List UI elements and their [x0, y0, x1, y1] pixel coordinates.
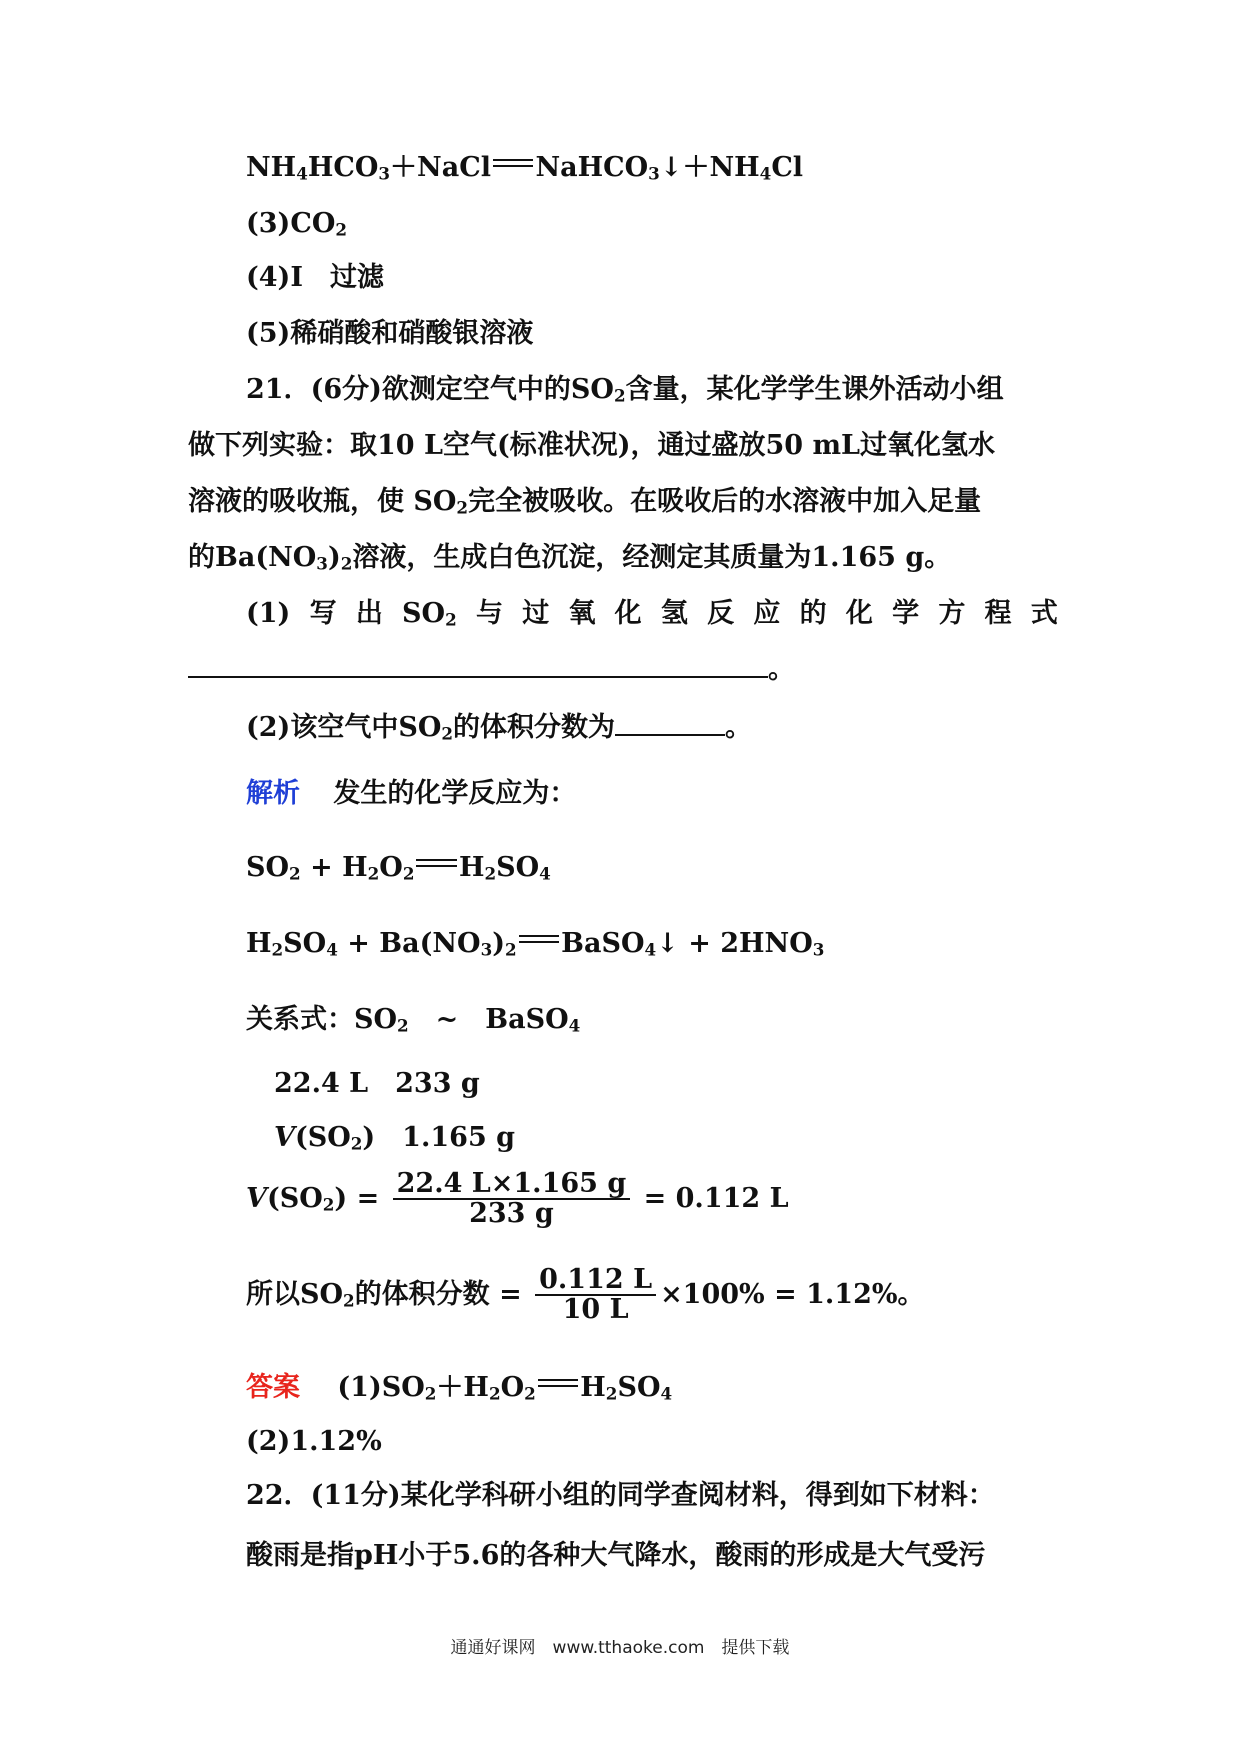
answer-blank-line — [188, 675, 768, 678]
analysis-intro: 发生的化学反应为： — [333, 778, 577, 809]
relation-row-1: 22.4 L 233 g — [274, 1068, 480, 1099]
question-21-part-1: (1) 写 出 $SO_2$ 与 过 氧 化 氢 反 应 的 化 学 方 程 式 — [246, 598, 1058, 630]
answer-part-5: (5)稀硝酸和硝酸银溶液 — [246, 318, 534, 349]
question-21-line-1: 21．(6分)欲测定空气中的$SO_2$含量，某化学学生课外活动小组 — [246, 374, 1004, 406]
percent-calc-prefix: 所以$SO_2$的体积分数 = — [246, 1278, 522, 1311]
question-22-line-2: 酸雨是指pH小于5.6的各种大气降水，酸雨的形成是大气受污 — [246, 1540, 986, 1571]
question-21-line-2: 做下列实验：取10 L空气(标准状况)，通过盛放50 mL过氧化氢水 — [188, 430, 996, 461]
answer-heading — [246, 1372, 672, 1404]
volume-fraction-denominator: 233 g — [469, 1198, 554, 1230]
answer-1: $(1)SO_2+H_2O_2$ $H_2SO_4$ — [337, 1372, 673, 1404]
answer-blank-row — [188, 654, 795, 686]
calc-volume-symbol: V — [246, 1182, 267, 1214]
analysis-label: 解析 — [246, 778, 300, 809]
relation-line: 关系式：$SO_2$ ~ BaSO$_4$ — [246, 1004, 581, 1036]
question-21-line-4: 的$Ba(NO_3)_2$溶液，生成白色沉淀，经测定其质量为1.165 g。 — [188, 542, 952, 574]
question-21-part-2 — [246, 712, 752, 744]
percent-calc-suffix: ×100% = 1.12%。 — [660, 1278, 925, 1310]
calc-rhs: = 0.112 L — [643, 1182, 789, 1214]
page-footer: 通通好课网 www.tthaoke.com 提供下载 — [450, 1638, 790, 1658]
percent-fraction-numerator: 0.112 L — [535, 1266, 656, 1296]
calc-lhs: $(SO_2)$ = — [266, 1182, 380, 1215]
answer-part-3: $(3)CO_2$ — [246, 208, 348, 240]
relation-row-2-values: $(SO_2)$ 1.165 g — [294, 1122, 516, 1154]
volume-fraction-numerator: 22.4 L×1.165 g — [393, 1170, 631, 1200]
analysis-heading — [246, 778, 576, 810]
percent-fraction — [535, 1266, 656, 1325]
blank-period: 。 — [768, 654, 795, 685]
answer-label: 答案 — [246, 1372, 300, 1403]
percent-fraction-denominator: 10 L — [562, 1294, 629, 1326]
volume-symbol: V — [274, 1122, 295, 1153]
equation-1: $SO_2 + H_2O_2$ $H_2SO_4$ — [246, 852, 551, 884]
part-2-period: 。 — [725, 712, 753, 743]
percent-calculation — [246, 1266, 925, 1325]
question-21-part-2-text: (2)该空气中$SO_2$的体积分数为 — [246, 712, 616, 744]
equation-ammonium-bicarbonate: $NH_4HCO_3+NaCl$ $NaHCO_3↓+NH_4Cl$ — [246, 152, 804, 184]
volume-fraction — [393, 1170, 631, 1229]
answer-part-4: (4)I 过滤 — [246, 262, 384, 293]
question-21-line-3: 溶液的吸收瓶，使 $SO_2$完全被吸收。在吸收后的水溶液中加入足量 — [188, 486, 982, 518]
volume-fraction-blank — [615, 733, 725, 736]
volume-calculation — [246, 1170, 789, 1229]
equation-2: $H_2SO_4 + Ba(NO_3)_2$ BaSO$_4$↓ + $2HNO_3$ — [246, 928, 825, 960]
question-22-line-1: 22．(11分)某化学科研小组的同学查阅材料，得到如下材料： — [246, 1480, 995, 1511]
answer-2: (2)1.12% — [246, 1426, 382, 1457]
relation-row-2 — [274, 1122, 515, 1154]
